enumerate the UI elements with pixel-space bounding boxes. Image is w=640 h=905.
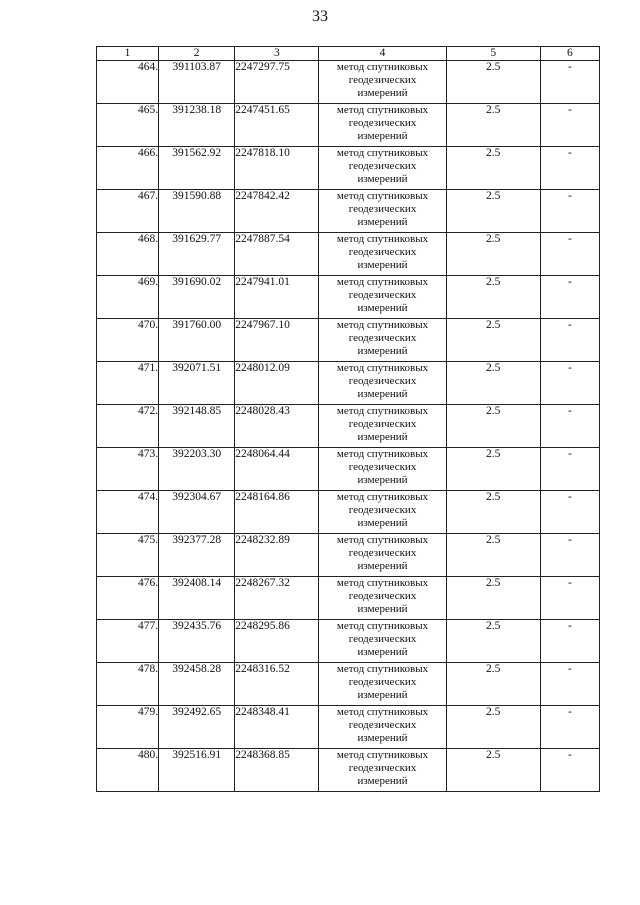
x-coordinate-cell: 392148.85 [159, 405, 235, 448]
table-header [97, 47, 600, 61]
header-row [97, 47, 600, 61]
note-cell: - [540, 147, 599, 190]
method-cell [319, 405, 446, 448]
column-header-1: 1 [97, 47, 159, 61]
table-row [97, 233, 600, 276]
accuracy-cell: 2.5 [446, 61, 540, 104]
accuracy-cell: 2.5 [446, 577, 540, 620]
table-row [97, 147, 600, 190]
table-row [97, 319, 600, 362]
method-line: метод спутниковых [336, 190, 429, 202]
method-cell [319, 147, 446, 190]
method-line: метод спутниковых [336, 620, 429, 632]
note-cell: - [540, 706, 599, 749]
accuracy-cell: 2.5 [446, 233, 540, 276]
method-line: геодезических [348, 633, 417, 645]
method-line: геодезических [348, 203, 417, 215]
point-number-cell: 466. [97, 147, 159, 190]
table-row [97, 534, 600, 577]
note-cell: - [540, 663, 599, 706]
method-line: измерений [357, 689, 408, 701]
method-line: метод спутниковых [336, 233, 429, 245]
method-cell [319, 577, 446, 620]
method-line: метод спутниковых [336, 104, 429, 116]
method-line: геодезических [348, 418, 417, 430]
method-line: метод спутниковых [336, 61, 429, 73]
y-coordinate-cell: 2248316.52 [235, 663, 319, 706]
method-cell [319, 620, 446, 663]
point-number-cell: 473. [97, 448, 159, 491]
method-line: измерений [357, 259, 408, 271]
point-number-cell: 464. [97, 61, 159, 104]
method-line: метод спутниковых [336, 491, 429, 503]
method-line: геодезических [348, 160, 417, 172]
y-coordinate-cell: 2248012.09 [235, 362, 319, 405]
point-number-cell: 476. [97, 577, 159, 620]
point-number-cell: 465. [97, 104, 159, 147]
method-line: метод спутниковых [336, 405, 429, 417]
table-row [97, 491, 600, 534]
point-number-cell: 474. [97, 491, 159, 534]
method-cell [319, 706, 446, 749]
method-line: измерений [357, 388, 408, 400]
method-line: измерений [357, 87, 408, 99]
point-number-cell: 472. [97, 405, 159, 448]
method-cell [319, 190, 446, 233]
table-row [97, 448, 600, 491]
y-coordinate-cell: 2247818.10 [235, 147, 319, 190]
accuracy-cell: 2.5 [446, 448, 540, 491]
column-header-5: 5 [446, 47, 540, 61]
accuracy-cell: 2.5 [446, 319, 540, 362]
y-coordinate-cell: 2248368.85 [235, 749, 319, 792]
x-coordinate-cell: 391629.77 [159, 233, 235, 276]
method-line: метод спутниковых [336, 663, 429, 675]
method-line: геодезических [348, 117, 417, 129]
method-line: измерений [357, 130, 408, 142]
x-coordinate-cell: 392408.14 [159, 577, 235, 620]
y-coordinate-cell: 2248164.86 [235, 491, 319, 534]
table-row [97, 61, 600, 104]
method-line: метод спутниковых [336, 448, 429, 460]
method-line: метод спутниковых [336, 577, 429, 589]
x-coordinate-cell: 392071.51 [159, 362, 235, 405]
note-cell: - [540, 448, 599, 491]
column-header-2: 2 [159, 47, 235, 61]
column-header-3: 3 [235, 47, 319, 61]
x-coordinate-cell: 392516.91 [159, 749, 235, 792]
x-coordinate-cell: 392458.28 [159, 663, 235, 706]
accuracy-cell: 2.5 [446, 663, 540, 706]
note-cell: - [540, 61, 599, 104]
point-number-cell: 467. [97, 190, 159, 233]
note-cell: - [540, 749, 599, 792]
method-line: геодезических [348, 289, 417, 301]
x-coordinate-cell: 392377.28 [159, 534, 235, 577]
accuracy-cell: 2.5 [446, 190, 540, 233]
page-number: 33 [312, 8, 328, 25]
note-cell: - [540, 491, 599, 534]
method-line: метод спутниковых [336, 362, 429, 374]
method-line: геодезических [348, 590, 417, 602]
y-coordinate-cell: 2247297.75 [235, 61, 319, 104]
method-line: измерений [357, 775, 408, 787]
method-cell [319, 233, 446, 276]
table-row [97, 104, 600, 147]
note-cell: - [540, 190, 599, 233]
method-line: геодезических [348, 719, 417, 731]
method-line: геодезических [348, 504, 417, 516]
x-coordinate-cell: 391103.87 [159, 61, 235, 104]
accuracy-cell: 2.5 [446, 534, 540, 577]
accuracy-cell: 2.5 [446, 706, 540, 749]
method-cell [319, 491, 446, 534]
table-body [97, 61, 600, 792]
y-coordinate-cell: 2247941.01 [235, 276, 319, 319]
method-line: измерений [357, 732, 408, 744]
method-line: метод спутниковых [336, 749, 429, 761]
method-line: метод спутниковых [336, 276, 429, 288]
y-coordinate-cell: 2248232.89 [235, 534, 319, 577]
point-number-cell: 469. [97, 276, 159, 319]
method-line: измерений [357, 431, 408, 443]
method-line: измерений [357, 474, 408, 486]
accuracy-cell: 2.5 [446, 620, 540, 663]
method-cell [319, 319, 446, 362]
point-number-cell: 475. [97, 534, 159, 577]
table-row [97, 362, 600, 405]
y-coordinate-cell: 2247451.65 [235, 104, 319, 147]
method-line: измерений [357, 603, 408, 615]
method-cell [319, 448, 446, 491]
note-cell: - [540, 104, 599, 147]
method-line: измерений [357, 560, 408, 572]
note-cell: - [540, 620, 599, 663]
method-line: измерений [357, 345, 408, 357]
point-number-cell: 477. [97, 620, 159, 663]
x-coordinate-cell: 391690.02 [159, 276, 235, 319]
method-line: метод спутниковых [336, 147, 429, 159]
note-cell: - [540, 276, 599, 319]
x-coordinate-cell: 391590.88 [159, 190, 235, 233]
method-line: измерений [357, 517, 408, 529]
y-coordinate-cell: 2248064.44 [235, 448, 319, 491]
method-line: геодезических [348, 547, 417, 559]
method-cell [319, 104, 446, 147]
method-line: измерений [357, 646, 408, 658]
y-coordinate-cell: 2247887.54 [235, 233, 319, 276]
x-coordinate-cell: 392435.76 [159, 620, 235, 663]
accuracy-cell: 2.5 [446, 104, 540, 147]
x-coordinate-cell: 392492.65 [159, 706, 235, 749]
y-coordinate-cell: 2247967.10 [235, 319, 319, 362]
method-cell [319, 749, 446, 792]
method-line: метод спутниковых [336, 534, 429, 546]
method-cell [319, 362, 446, 405]
point-number-cell: 478. [97, 663, 159, 706]
x-coordinate-cell: 392304.67 [159, 491, 235, 534]
coordinates-table [96, 46, 600, 792]
table-row [97, 276, 600, 319]
table-row [97, 706, 600, 749]
method-line: измерений [357, 216, 408, 228]
column-header-4: 4 [319, 47, 446, 61]
y-coordinate-cell: 2248028.43 [235, 405, 319, 448]
point-number-cell: 468. [97, 233, 159, 276]
point-number-cell: 480. [97, 749, 159, 792]
point-number-cell: 470. [97, 319, 159, 362]
table-row [97, 405, 600, 448]
point-number-cell: 479. [97, 706, 159, 749]
table-row [97, 190, 600, 233]
method-line: геодезических [348, 762, 417, 774]
table-row [97, 577, 600, 620]
y-coordinate-cell: 2248348.41 [235, 706, 319, 749]
method-cell [319, 663, 446, 706]
method-line: измерений [357, 173, 408, 185]
accuracy-cell: 2.5 [446, 276, 540, 319]
table-row [97, 620, 600, 663]
method-line: геодезических [348, 332, 417, 344]
note-cell: - [540, 577, 599, 620]
method-line: геодезических [348, 676, 417, 688]
accuracy-cell: 2.5 [446, 362, 540, 405]
note-cell: - [540, 319, 599, 362]
accuracy-cell: 2.5 [446, 491, 540, 534]
method-cell [319, 276, 446, 319]
y-coordinate-cell: 2248267.32 [235, 577, 319, 620]
accuracy-cell: 2.5 [446, 405, 540, 448]
table-row [97, 749, 600, 792]
x-coordinate-cell: 391238.18 [159, 104, 235, 147]
note-cell: - [540, 233, 599, 276]
method-line: геодезических [348, 461, 417, 473]
note-cell: - [540, 534, 599, 577]
x-coordinate-cell: 391760.00 [159, 319, 235, 362]
method-line: метод спутниковых [336, 706, 429, 718]
accuracy-cell: 2.5 [446, 749, 540, 792]
note-cell: - [540, 405, 599, 448]
method-line: метод спутниковых [336, 319, 429, 331]
table-row [97, 663, 600, 706]
method-line: измерений [357, 302, 408, 314]
accuracy-cell: 2.5 [446, 147, 540, 190]
column-header-6: 6 [540, 47, 599, 61]
method-line: геодезических [348, 246, 417, 258]
method-cell [319, 61, 446, 104]
note-cell: - [540, 362, 599, 405]
method-line: геодезических [348, 375, 417, 387]
y-coordinate-cell: 2247842.42 [235, 190, 319, 233]
point-number-cell: 471. [97, 362, 159, 405]
x-coordinate-cell: 391562.92 [159, 147, 235, 190]
y-coordinate-cell: 2248295.86 [235, 620, 319, 663]
method-line: геодезических [348, 74, 417, 86]
method-cell [319, 534, 446, 577]
x-coordinate-cell: 392203.30 [159, 448, 235, 491]
